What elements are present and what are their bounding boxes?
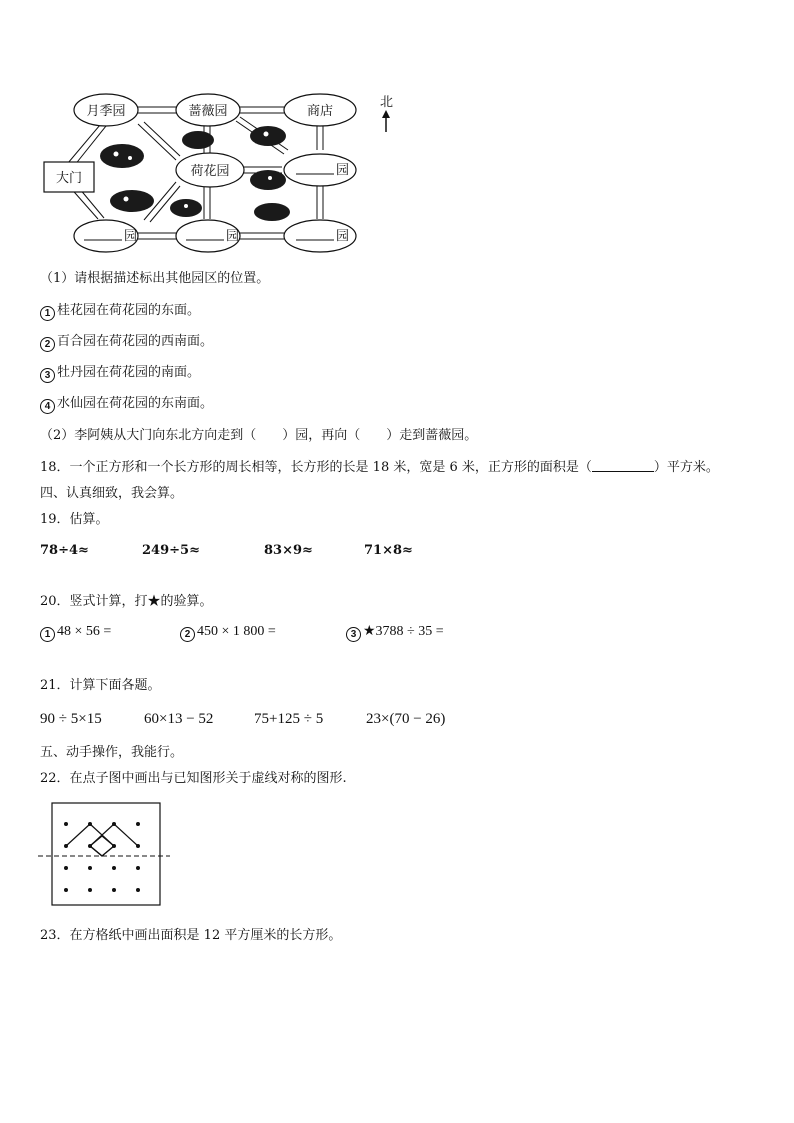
calc-item: 23×(70 − 26) xyxy=(366,711,446,727)
q17-part1: （1）请根据描述标出其他园区的位置。 xyxy=(40,271,270,286)
vertical-calc-item: 3 ★3788 ÷ 35 = xyxy=(346,624,444,642)
q17-item: 3 牡丹园在荷花园的南面。 xyxy=(40,365,200,383)
garden-label: 园 xyxy=(124,229,138,244)
estimate-item: 78÷4≈ xyxy=(40,543,89,558)
question-23-title: 23．在方格纸中画出面积是 12 平方厘米的长方形。 xyxy=(40,928,342,943)
q17-item: 1 桂花园在荷花园的东面。 xyxy=(40,303,200,321)
garden-label: 园 xyxy=(336,229,350,244)
calc-item: 60×13 − 52 xyxy=(144,711,214,727)
garden-label: 荷花园 xyxy=(190,164,230,179)
question-22-title: 22．在点子图中画出与已知图形关于虚线对称的图形. xyxy=(40,771,347,786)
question-21-title: 21．计算下面各题。 xyxy=(40,678,161,693)
calc-item: 90 ÷ 5×15 xyxy=(40,711,102,727)
vertical-calc-item: 1 48 × 56 = xyxy=(40,624,111,642)
garden-label: 园 xyxy=(336,163,350,178)
north-arrow-icon xyxy=(382,110,390,132)
estimate-item: 71×8≈ xyxy=(364,543,413,558)
estimate-item: 249÷5≈ xyxy=(142,543,200,558)
section-5-title: 五、动手操作，我能行。 xyxy=(40,745,184,760)
q17-item: 2 百合园在荷花园的西南面。 xyxy=(40,334,213,352)
vertical-calc-item: 2 450 × 1 800 = xyxy=(180,624,276,642)
question-19-title: 19．估算。 xyxy=(40,512,109,527)
estimate-item: 83×9≈ xyxy=(264,543,313,558)
gate-label: 大门 xyxy=(55,171,83,186)
question-20-title: 20．竖式计算，打★的验算。 xyxy=(40,594,213,609)
calc-item: 75+125 ÷ 5 xyxy=(254,711,324,727)
garden-map xyxy=(40,88,400,258)
q17-part2: （2）李阿姨从大门向东北方向走到（ ）园，再向（ ）走到蔷薇园。 xyxy=(40,428,478,443)
garden-label: 商店 xyxy=(306,104,334,119)
north-label: 北 xyxy=(380,95,394,110)
q17-item: 4 水仙园在荷花园的东南面。 xyxy=(40,396,213,414)
question-18: 18．一个正方形和一个长方形的周长相等，长方形的长是 18 米，宽是 6 米，正方形的面积是（ ）平方米。 xyxy=(40,460,719,475)
garden-label: 蔷薇园 xyxy=(188,104,228,119)
garden-label: 月季园 xyxy=(86,104,126,119)
dot-grid-figure xyxy=(36,802,172,908)
garden-label: 园 xyxy=(226,229,240,244)
section-4-title: 四、认真细致，我会算。 xyxy=(40,486,184,501)
